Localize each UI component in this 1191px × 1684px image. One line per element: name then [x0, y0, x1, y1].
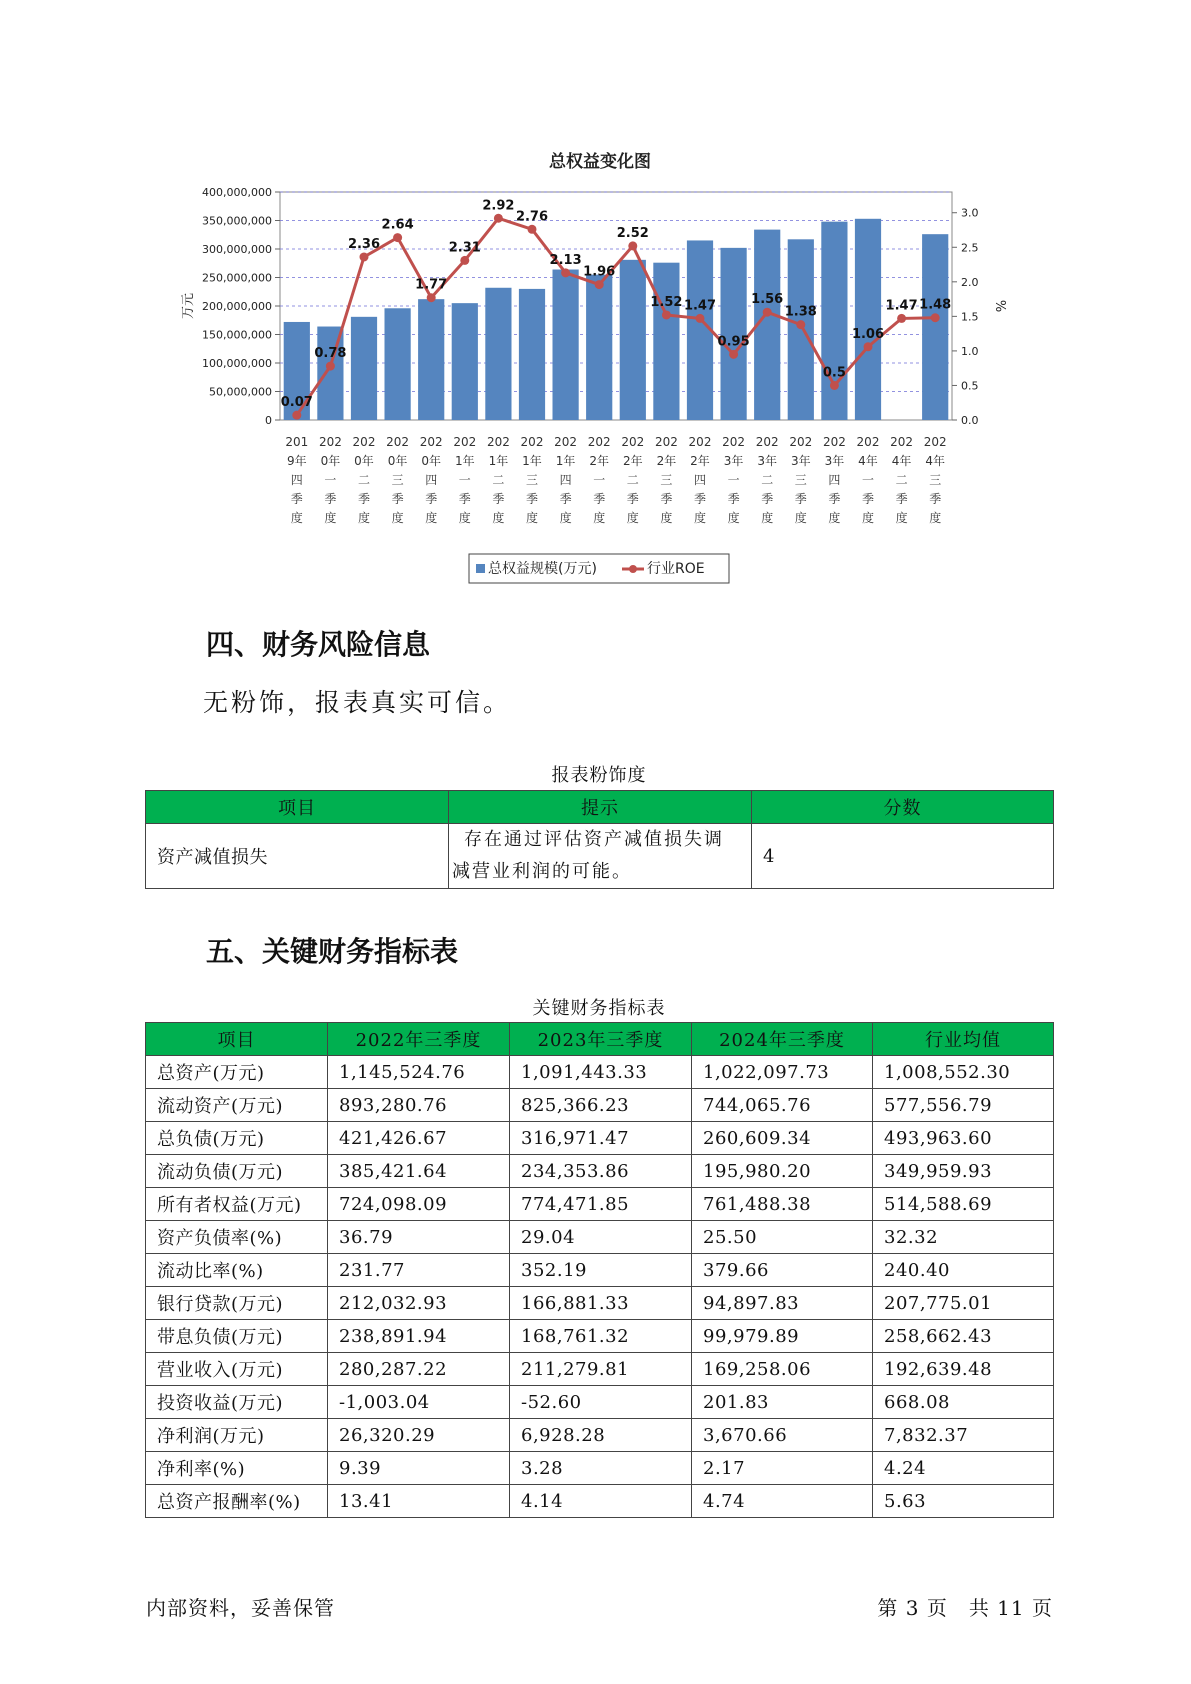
category-label: 202 4年一季度 [856, 435, 880, 525]
category-label: 202 2年二季度 [621, 435, 645, 525]
header-cell-2022q3: 2022年三季度 [328, 1023, 510, 1056]
table-row [146, 1386, 1054, 1419]
roe-data-label: 0.78 [314, 346, 347, 362]
table-row [146, 1419, 1054, 1452]
left-tick-label: 400,000,000 [202, 186, 272, 199]
cell-item: 净利率(%) [146, 1452, 328, 1485]
roe-data-label: 0.5 [822, 365, 846, 381]
roe-point [662, 310, 671, 319]
footer-confidential-note: 内部资料，妥善保管 [146, 1596, 335, 1620]
cell-2024q3: 201.83 [692, 1386, 873, 1419]
header-cell-tip: 提示 [449, 791, 752, 824]
table-row [146, 1089, 1054, 1122]
cell-2022q3: 212,032.93 [328, 1287, 510, 1320]
cell-2024q3: 761,488.38 [692, 1188, 873, 1221]
equity-bar [821, 222, 847, 420]
cell-2023q3: 168,761.32 [510, 1320, 692, 1353]
section-heading-financial-risk: 四、财务风险信息 [206, 628, 431, 661]
cell-2024q3: 1,022,097.73 [692, 1056, 873, 1089]
roe-data-label: 2.31 [448, 240, 481, 256]
roe-point [427, 293, 436, 302]
category-label: 202 3年三季度 [789, 435, 813, 525]
cell-2023q3: 1,091,443.33 [510, 1056, 692, 1089]
category-label: 202 0年三季度 [386, 435, 410, 525]
roe-data-label: 1.47 [885, 298, 918, 314]
roe-point [292, 411, 301, 420]
category-label: 202 1年三季度 [520, 435, 544, 525]
right-tick-label: 2.5 [961, 241, 979, 255]
right-tick-label: 0.5 [961, 379, 979, 393]
equity-bar [418, 299, 444, 420]
roe-data-label: 2.36 [347, 236, 381, 252]
roe-data-label: 1.38 [784, 304, 817, 320]
left-tick-label: 150,000,000 [202, 328, 272, 342]
cell-2024q3: 169,258.06 [692, 1353, 873, 1386]
equity-bar [384, 308, 410, 420]
category-label: 202 2年一季度 [587, 435, 611, 525]
right-tick-label: 2.0 [961, 275, 979, 289]
cell-2023q3: 29.04 [510, 1221, 692, 1254]
roe-point [528, 225, 537, 234]
chart-svg [170, 140, 1020, 600]
equity-bar [485, 288, 511, 420]
legend-line-label: 行业ROE [647, 561, 705, 577]
section-heading-key-indicators: 五、关键财务指标表 [206, 935, 459, 968]
cell-industry-avg: 5.63 [873, 1485, 1054, 1518]
table-header-row [146, 791, 1054, 824]
roe-point [796, 320, 805, 329]
equity-change-chart [170, 140, 1020, 600]
category-label: 202 1年四季度 [554, 435, 578, 525]
cell-2023q3: 352.19 [510, 1254, 692, 1287]
risk-summary-text: 无粉饰，报表真实可信。 [203, 688, 512, 717]
category-label: 202 0年四季度 [419, 435, 443, 525]
roe-data-label: 1.06 [851, 326, 885, 342]
roe-data-label: 1.47 [683, 298, 717, 314]
left-tick-label: 300,000,000 [202, 243, 272, 256]
equity-bar [620, 260, 646, 420]
cell-2022q3: 238,891.94 [328, 1320, 510, 1353]
legend-line-marker [629, 565, 637, 573]
cell-2022q3: 26,320.29 [328, 1419, 510, 1452]
cell-2023q3: 774,471.85 [510, 1188, 692, 1221]
window-dressing-table [145, 790, 1054, 889]
chart-legend [469, 554, 729, 583]
equity-bar [922, 234, 948, 420]
cell-2023q3: 825,366.23 [510, 1089, 692, 1122]
cell-industry-avg: 1,008,552.30 [873, 1056, 1054, 1089]
roe-point [360, 252, 369, 261]
cell-2024q3: 2.17 [692, 1452, 873, 1485]
cell-2023q3: 211,279.81 [510, 1353, 692, 1386]
cell-industry-avg: 192,639.48 [873, 1353, 1054, 1386]
cell-item: 资产负债率(%) [146, 1221, 328, 1254]
table-row [146, 1188, 1054, 1221]
left-tick-label: 0 [265, 414, 272, 427]
roe-data-label: 0.95 [717, 334, 750, 350]
category-label: 202 3年二季度 [755, 435, 779, 525]
table-caption-window-dressing: 报表粉饰度 [551, 765, 647, 786]
table-row [146, 1221, 1054, 1254]
cell-item: 流动资产(万元) [146, 1089, 328, 1122]
cell-item: 银行贷款(万元) [146, 1287, 328, 1320]
roe-data-label: 1.77 [415, 277, 448, 293]
left-tick-label: 350,000,000 [202, 214, 272, 228]
cell-2024q3: 744,065.76 [692, 1089, 873, 1122]
right-tick-label: 0.0 [961, 414, 979, 427]
cell-2024q3: 260,609.34 [692, 1122, 873, 1155]
roe-point [460, 256, 469, 265]
category-label: 202 2年四季度 [688, 435, 712, 525]
roe-point [830, 381, 839, 390]
cell-2022q3: 9.39 [328, 1452, 510, 1485]
roe-point [931, 313, 940, 322]
cell-2023q3: 316,971.47 [510, 1122, 692, 1155]
equity-bar [788, 239, 814, 420]
cell-2022q3: 280,287.22 [328, 1353, 510, 1386]
cell-industry-avg: 514,588.69 [873, 1188, 1054, 1221]
cell-2023q3: 3.28 [510, 1452, 692, 1485]
table-row [146, 1452, 1054, 1485]
cell-2023q3: 234,353.86 [510, 1155, 692, 1188]
equity-bar [519, 289, 545, 420]
roe-data-label: 2.52 [616, 225, 649, 241]
roe-point [326, 362, 335, 371]
key-financial-indicators-table [145, 1022, 1054, 1518]
roe-data-label: 2.64 [381, 217, 414, 233]
left-tick-label: 250,000,000 [202, 271, 272, 285]
header-cell-score: 分数 [752, 791, 1054, 824]
roe-point [897, 314, 906, 323]
category-label: 202 3年四季度 [822, 435, 846, 525]
roe-point [393, 233, 402, 242]
right-tick-label: 3.0 [961, 206, 979, 220]
category-label: 201 9年四季度 [285, 435, 309, 525]
header-cell-2024q3: 2024年三季度 [692, 1023, 873, 1056]
equity-bar [586, 275, 612, 420]
equity-bar [552, 270, 578, 420]
cell-2022q3: 13.41 [328, 1485, 510, 1518]
cell-industry-avg: 258,662.43 [873, 1320, 1054, 1353]
cell-2023q3: 4.14 [510, 1485, 692, 1518]
roe-point [729, 350, 738, 359]
cell-2024q3: 3,670.66 [692, 1419, 873, 1452]
roe-data-label: 1.48 [919, 297, 952, 313]
table-row [146, 1155, 1054, 1188]
cell-2022q3: 724,098.09 [328, 1188, 510, 1221]
cell-2024q3: 4.74 [692, 1485, 873, 1518]
table-row [146, 1122, 1054, 1155]
legend-bar-swatch [476, 564, 485, 573]
cell-2024q3: 379.66 [692, 1254, 873, 1287]
cell-item: 流动负债(万元) [146, 1155, 328, 1188]
table-row [146, 1056, 1054, 1089]
cell-2024q3: 25.50 [692, 1221, 873, 1254]
equity-bar [653, 263, 679, 420]
header-cell-2023q3: 2023年三季度 [510, 1023, 692, 1056]
table-row [146, 824, 1054, 889]
table-row [146, 1254, 1054, 1287]
cell-2023q3: 6,928.28 [510, 1419, 692, 1452]
category-label: 202 2年三季度 [654, 435, 678, 525]
category-label: 202 4年三季度 [923, 435, 947, 525]
roe-data-label: 1.56 [751, 292, 784, 308]
footer-page-number: 第 3 页 共 11 页 [877, 1596, 1053, 1620]
cell-industry-avg: 4.24 [873, 1452, 1054, 1485]
cell-industry-avg: 349,959.93 [873, 1155, 1054, 1188]
table-caption-key-indicators: 关键财务指标表 [532, 998, 666, 1019]
header-cell-item: 项目 [146, 791, 449, 824]
category-label: 202 4年二季度 [890, 435, 914, 525]
roe-data-label: 2.76 [515, 209, 549, 225]
left-tick-label: 100,000,000 [202, 357, 272, 370]
cell-2024q3: 195,980.20 [692, 1155, 873, 1188]
cell-2022q3: 36.79 [328, 1221, 510, 1254]
cell-2023q3: -52.60 [510, 1386, 692, 1419]
cell-industry-avg: 668.08 [873, 1386, 1054, 1419]
category-label: 202 0年一季度 [318, 435, 342, 525]
cell-item: 流动比率(%) [146, 1254, 328, 1287]
cell-2022q3: 421,426.67 [328, 1122, 510, 1155]
equity-bar [351, 317, 377, 420]
left-tick-label: 200,000,000 [202, 300, 272, 313]
roe-point [494, 214, 503, 223]
table-row [146, 1353, 1054, 1386]
legend-bar-label: 总权益规模(万元) [488, 561, 597, 577]
left-tick-label: 50,000,000 [209, 385, 272, 399]
cell-item: 带息负债(万元) [146, 1320, 328, 1353]
cell-item: 投资收益(万元) [146, 1386, 328, 1419]
cell-2022q3: 231.77 [328, 1254, 510, 1287]
cell-2024q3: 94,897.83 [692, 1287, 873, 1320]
right-tick-label: 1.5 [961, 310, 979, 324]
category-label: 202 1年二季度 [486, 435, 510, 525]
cell-industry-avg: 240.40 [873, 1254, 1054, 1287]
cell-item: 所有者权益(万元) [146, 1188, 328, 1221]
roe-point [763, 308, 772, 317]
roe-data-label: 1.96 [583, 264, 616, 280]
equity-bar [452, 303, 478, 420]
right-axis-label: % [992, 299, 1007, 313]
chart-title: 总权益变化图 [549, 152, 651, 172]
cell-industry-avg: 577,556.79 [873, 1089, 1054, 1122]
category-label: 202 1年一季度 [453, 435, 477, 525]
cell-2022q3: -1,003.04 [328, 1386, 510, 1419]
table-header-row [146, 1023, 1054, 1056]
roe-data-label: 2.13 [549, 252, 582, 268]
cell-2022q3: 1,145,524.76 [328, 1056, 510, 1089]
roe-point [628, 241, 637, 250]
equity-bar [855, 219, 881, 420]
roe-point [595, 280, 604, 289]
cell-2023q3: 166,881.33 [510, 1287, 692, 1320]
roe-data-label: 0.07 [280, 395, 313, 411]
cell-industry-avg: 207,775.01 [873, 1287, 1054, 1320]
roe-point [864, 342, 873, 351]
header-cell-item: 项目 [146, 1023, 328, 1056]
cell-2024q3: 99,979.89 [692, 1320, 873, 1353]
cell-item: 净利润(万元) [146, 1419, 328, 1452]
table-row [146, 1320, 1054, 1353]
cell-item: 营业收入(万元) [146, 1353, 328, 1386]
category-label: 202 0年二季度 [352, 435, 376, 525]
table-row [146, 1287, 1054, 1320]
cell-2022q3: 893,280.76 [328, 1089, 510, 1122]
cell-industry-avg: 493,963.60 [873, 1122, 1054, 1155]
risk-tip-cell: 存在通过评估资产减值损失调减营业利润的可能。 [449, 824, 752, 889]
cell-2022q3: 385,421.64 [328, 1155, 510, 1188]
roe-data-label: 2.92 [482, 198, 515, 214]
header-cell-industry-avg: 行业均值 [873, 1023, 1054, 1056]
risk-item-cell: 资产减值损失 [146, 824, 449, 889]
cell-item: 总负债(万元) [146, 1122, 328, 1155]
right-tick-label: 1.0 [961, 344, 979, 358]
left-axis-label: 万元 [181, 292, 196, 320]
cell-item: 总资产报酬率(%) [146, 1485, 328, 1518]
roe-data-label: 1.52 [650, 294, 683, 310]
cell-industry-avg: 32.32 [873, 1221, 1054, 1254]
cell-industry-avg: 7,832.37 [873, 1419, 1054, 1452]
cell-item: 总资产(万元) [146, 1056, 328, 1089]
roe-point [561, 268, 570, 277]
risk-score-cell: 4 [752, 824, 1054, 889]
category-label: 202 3年一季度 [722, 435, 746, 525]
table-row [146, 1485, 1054, 1518]
roe-point [696, 314, 705, 323]
